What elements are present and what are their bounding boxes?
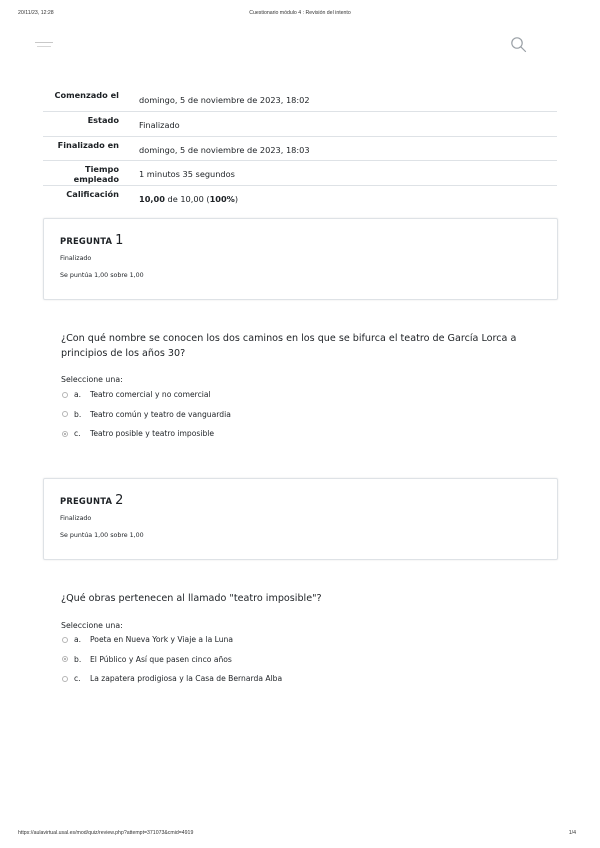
summary-label: Finalizado en xyxy=(57,139,119,150)
question-state: Finalizado xyxy=(60,515,92,522)
option-letter: b. xyxy=(74,654,82,664)
question-info-card xyxy=(43,478,558,560)
summary-value: 1 minutos 35 segundos xyxy=(139,169,235,179)
print-url: https://aulavirtual.usal.es/mod/quiz/review.php?attempt=371073&cmid=4919 xyxy=(18,830,194,836)
summary-value: domingo, 5 de noviembre de 2023, 18:02 xyxy=(139,95,310,105)
summary-value: domingo, 5 de noviembre de 2023, 18:03 xyxy=(139,144,310,155)
grade-of-text: de 10,00 ( xyxy=(164,193,210,204)
option-letter: b. xyxy=(74,409,82,419)
question-number: 2 xyxy=(115,493,124,508)
question-text: ¿Con qué nombre se conocen los dos caminos en los que se bifurca el teatro de García Lorca a principios de los años 30? xyxy=(61,333,517,359)
option-letter: c. xyxy=(74,429,81,439)
option-text: Teatro posible y teatro imposible xyxy=(90,429,215,439)
option-text: Teatro común y teatro de vanguardia xyxy=(90,409,231,419)
grade-value xyxy=(133,185,557,210)
grade-label: Calificación xyxy=(66,188,119,199)
radio-button[interactable] xyxy=(62,411,68,417)
summary-row xyxy=(43,136,557,161)
summary-row-grade xyxy=(43,185,557,210)
radio-button[interactable] xyxy=(62,637,68,643)
option-letter: a. xyxy=(74,390,82,400)
summary-value: Finalizado xyxy=(139,120,180,130)
attempt-summary-table xyxy=(43,87,557,210)
print-title: Cuestionario módulo 4 : Revisión del intento xyxy=(249,10,351,16)
answer-option[interactable] xyxy=(62,650,282,670)
answer-option[interactable] xyxy=(62,424,231,444)
answer-list xyxy=(62,385,231,444)
question-grade: Se puntúa 1,00 sobre 1,00 xyxy=(60,272,144,279)
option-text: Poeta en Nueva York y Viaje a la Luna xyxy=(90,635,234,645)
question-label: PREGUNTA xyxy=(60,496,113,506)
summary-row xyxy=(43,112,557,137)
grade-close: ) xyxy=(234,193,239,204)
radio-button-selected[interactable] xyxy=(62,656,68,662)
grade-percent: 100% xyxy=(209,193,235,204)
site-logo[interactable] xyxy=(33,40,55,50)
option-letter: c. xyxy=(74,674,81,684)
summary-label: Estado xyxy=(87,115,119,125)
question-title xyxy=(60,493,124,508)
answer-prompt: Seleccione una: xyxy=(61,621,123,630)
question-text: ¿Qué obras pertenecen al llamado "teatro imposible"? xyxy=(61,593,322,604)
option-text: El Público y Así que pasen cinco años xyxy=(90,654,232,664)
answer-option[interactable] xyxy=(62,385,231,405)
answer-option[interactable] xyxy=(62,630,282,650)
answer-prompt: Seleccione una: xyxy=(61,375,123,384)
option-letter: a. xyxy=(74,635,82,645)
summary-label: Tiempo empleado xyxy=(73,164,119,184)
question-title xyxy=(60,233,124,248)
summary-row xyxy=(43,161,557,186)
search-icon[interactable] xyxy=(510,36,528,54)
question-grade: Se puntúa 1,00 sobre 1,00 xyxy=(60,532,144,539)
option-text: Teatro comercial y no comercial xyxy=(90,390,211,400)
radio-button[interactable] xyxy=(62,392,68,398)
grade-score: 10,00 xyxy=(139,193,165,204)
radio-button[interactable] xyxy=(62,676,68,682)
radio-button-selected[interactable] xyxy=(62,431,68,437)
print-page-number: 1/4 xyxy=(568,830,576,836)
print-date: 20/11/23, 12:28 xyxy=(18,10,54,16)
option-text: La zapatera prodigiosa y la Casa de Bernarda Alba xyxy=(90,674,283,684)
question-state: Finalizado xyxy=(60,255,92,262)
summary-row xyxy=(43,87,557,112)
answer-list xyxy=(62,630,282,689)
question-info-card xyxy=(43,218,558,300)
answer-option[interactable] xyxy=(62,669,282,689)
answer-option[interactable] xyxy=(62,405,231,425)
question-label: PREGUNTA xyxy=(60,236,113,246)
summary-label: Comenzado el xyxy=(54,90,119,100)
question-number: 1 xyxy=(115,233,124,248)
